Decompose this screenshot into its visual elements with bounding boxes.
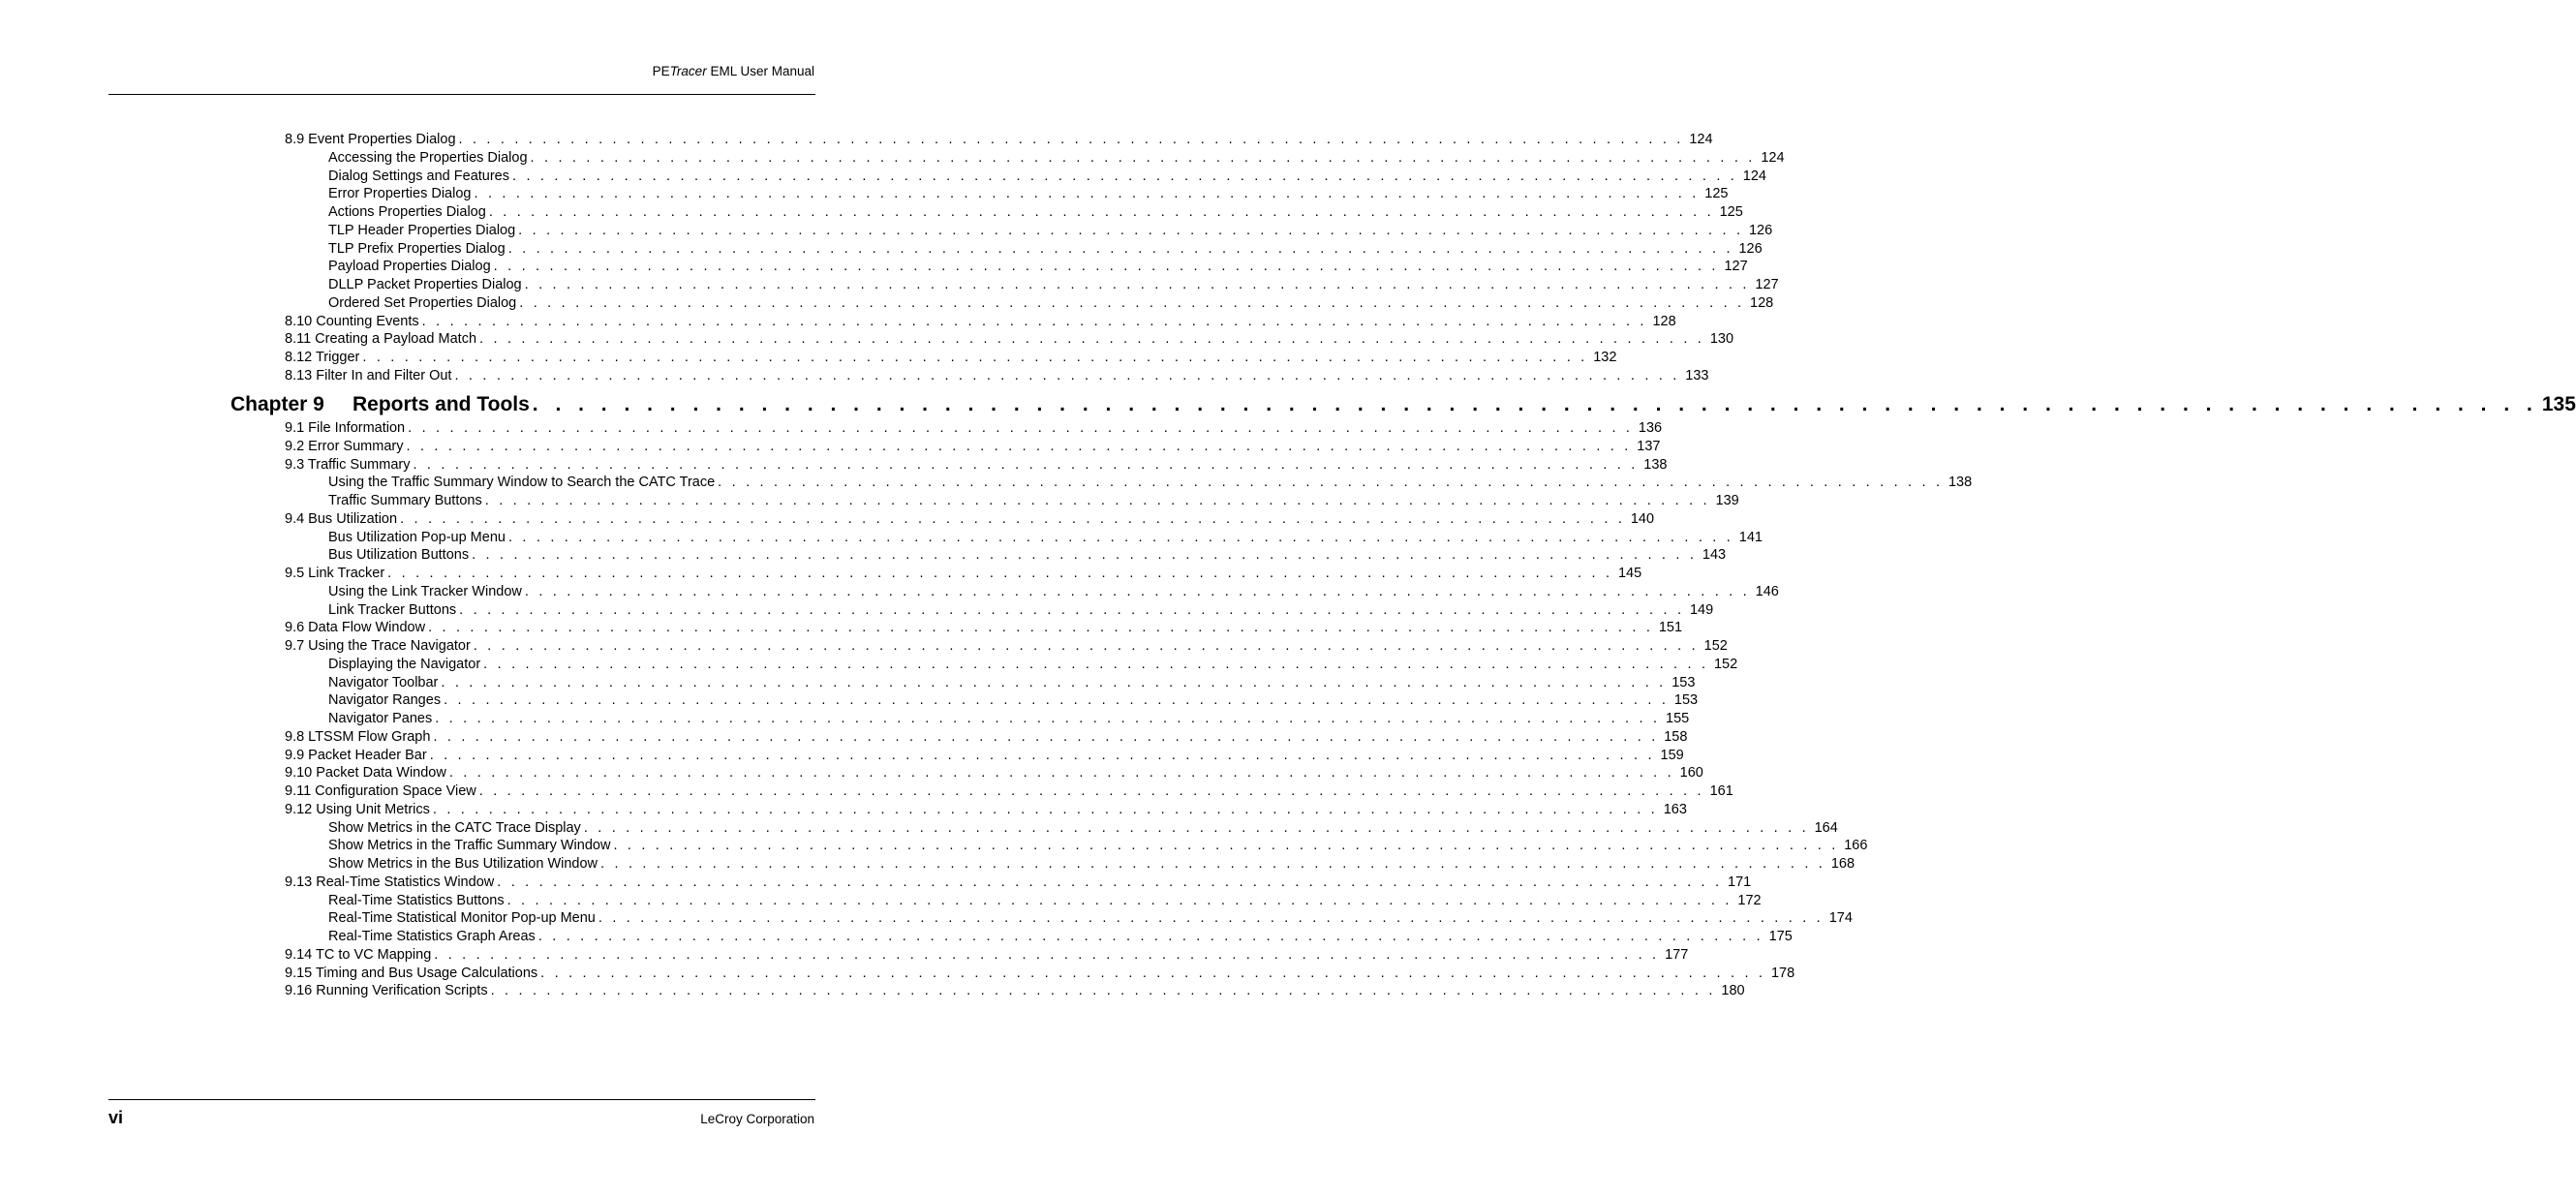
toc-entry-title: Show Metrics in the CATC Trace Display — [328, 819, 584, 837]
toc-entry-page: 160 — [1679, 765, 1703, 782]
dot-leader: . . . . . . . . . . . . . . . . . . . . . . . . . . . . . . . . . . . . . . . . . . . . . . . . . . . . . . . . . . . . . . . . . . . . . . . . . . . . . . . . . . . . . . . . — [600, 856, 1826, 872]
toc-entry-page: 125 — [1719, 204, 1743, 220]
toc-subsection-entry[interactable] — [328, 601, 1714, 620]
toc-entry-title: Dialog Settings and Features — [328, 168, 512, 185]
toc-entry-page: 138 — [1643, 456, 1668, 473]
dot-leader: . . . . . . . . . . . . . . . . . . . . . . . . . . . . . . . . . . . . . . . . . . . . . . . . . . . . . . . . . . . . . . . . . . . . . . . . . . . . . . . . . . . . . . . . — [483, 656, 1709, 672]
toc-subsection-entry[interactable] — [328, 276, 1779, 294]
dot-leader: . . . . . . . . . . . . . . . . . . . . . . . . . . . . . . . . . . . . . . . . . . . . . . . . . . . . . . . . . . . . . . . . . . . . . . . . . . . . . . . . . . . . . . . . — [613, 838, 1839, 854]
dot-leader: . . . . . . . . . . . . . . . . . . . . . . . . . . . . . . . . . . . . . . . . . . . . . . . . . . . . . . . . . . . . . . . . . . . . . . . . . . . . . . . . . . . . . . . . — [598, 910, 1824, 927]
toc-entry-page: 127 — [1755, 277, 1779, 292]
toc-entry-page: 180 — [1721, 983, 1745, 999]
dot-leader: . . . . . . . . . . . . . . . . . . . . . . . . . . . . . . . . . . . . . . . . . . . . . . . . . . . . . . . . . . . . . . . . . . . . . . . . . . . . . . . . . . . . . . . . — [479, 331, 1705, 348]
toc-subsection-entry[interactable] — [328, 168, 1766, 186]
toc-entry-page: 133 — [1685, 367, 1709, 383]
dot-leader: . . . . . . . . . . . . . . . . . . . . . . . . . . . . . . . . . . . . . . . . . . . . . . . . . . . . . . . . . . . . . . . . . . . . . . . . . . . . . . . . . . . . . . . . — [441, 674, 1667, 690]
dot-leader: . . . . . . . . . . . . . . . . . . . . . . . . . . . . . . . . . . . . . . . . . . . . . . . . . . . . . . . . . . . . . . . . . . . . . . . . . . . . . . . . . . . . . . . . — [507, 240, 1733, 257]
toc-entry-title: Accessing the Properties Dialog — [328, 149, 531, 167]
toc-entry-title: Using the Link Tracker Window — [328, 583, 525, 600]
toc-subsection-entry[interactable] — [328, 492, 1739, 510]
header-title-italic: Tracer — [669, 64, 707, 78]
toc-entry-page: 178 — [1770, 965, 1795, 981]
toc-entry-title: 8.10 Counting Events — [285, 313, 422, 330]
dot-leader: . . . . . . . . . . . . . . . . . . . . . . . . . . . . . . . . . . . . . . . . . . . . . . . . . . . . . . . . . . . . . . . . . . . . . . . . . . . . . . . . . . . . . . . . — [458, 132, 1684, 147]
toc-entry-page: 137 — [1637, 438, 1661, 454]
toc-entry-page: 141 — [1738, 529, 1763, 545]
dot-leader: . . . . . . . . . . . . . . . . . . . . . . . . . . . . . . . . . . . . . . . . . . . . . . . . . . . . . . . . . . . . . . . . . . . . . . . . . . . . . . . . . . . . . . . . — [413, 456, 1639, 473]
toc-entry-title: Show Metrics in the Bus Utilization Window — [328, 855, 600, 873]
dot-leader: . . . . . . . . . . . . . . . . . . . . . . . . . . . . . . . . . . . . . . . . . . . . . . . . . . . . . . . . . . . . . . . . . . . . . . . . . . . . . . . . . . . . . . . . — [406, 438, 1632, 454]
dot-leader: . . . . . . . . . . . . . . . . . . . . . . . . . . . . . . . . . . . . . . . . . . . . . . . . . . . . . . . . . . . . . . . . . . . . . . . . . . . . . . . . . . . . . . . . — [490, 983, 1716, 999]
dot-leader: . . . . . . . . . . . . . . . . . . . . . . . . . . . . . . . . . . . . . . . . . . . . . . . . . . . . . . . . . . . . . . . . . . . . . . . . . . . . . . . . . . . . . . . . — [540, 965, 1766, 981]
toc-subsection-entry[interactable] — [328, 691, 1699, 710]
toc-entry-title: Real-Time Statistics Buttons — [328, 892, 507, 909]
toc-section-entry[interactable] — [285, 330, 1734, 349]
toc-subsection-entry[interactable] — [328, 583, 1779, 601]
toc-subsection-entry[interactable] — [328, 149, 1785, 168]
toc-subsection-entry[interactable] — [328, 855, 1855, 874]
toc-section-entry[interactable] — [285, 982, 1745, 1000]
dot-leader: . . . . . . . . . . . . . . . . . . . . . . . . . . . . . . . . . . . . . . . . . . . . . . . . . . . . . . . . . . . . . . . . . . . . . . . . . . . . . . . . . . . . . . . . — [434, 946, 1660, 963]
toc-entry-page: 177 — [1665, 946, 1689, 963]
toc-entry-page: 175 — [1768, 929, 1793, 944]
toc-entry-title: 9.2 Error Summary — [285, 438, 406, 455]
toc-entry-page: 127 — [1724, 259, 1748, 275]
toc-entry-page: 139 — [1715, 493, 1739, 508]
toc-section-entry[interactable] — [285, 456, 1668, 475]
dot-leader: . . . . . . . . . . . . . . . . . . . . . . . . . . . . . . . . . . . . . . . . . . . . . . . . . . . . . . . . . . . . . . . . . . . . . . . . . . . . . . . . . . . . . . . . — [448, 765, 1674, 782]
toc-entry-title: TLP Header Properties Dialog — [328, 222, 518, 239]
toc-entry-title: Bus Utilization Pop-up Menu — [328, 529, 508, 546]
toc-entry-title: Payload Properties Dialog — [328, 258, 494, 275]
footer-company: LeCroy Corporation — [700, 1112, 814, 1126]
toc-section-entry[interactable] — [285, 419, 1663, 438]
dot-leader: . . . . . . . . . . . . . . . . . . . . . . . . . . . . . . . . . . . . . . . . . . . . . . . . . . . . . . . . . . . . . . . . . . . . . . . . . . . . . . . . . . . . . . . . — [454, 367, 1680, 383]
toc-entry-title: 8.9 Event Properties Dialog — [285, 131, 459, 148]
toc-entry-title: Navigator Toolbar — [328, 674, 441, 691]
dot-leader: . . . . . . . . . . . . . . . . . . . . . . . . . . . . . . . . . . . . . . . . . . . . . . . . . . . . . . . . . . . . . . . . . . . . . . . . . . . . . . . . . . . . . . . . — [400, 510, 1626, 527]
toc-subsection-entry[interactable] — [328, 928, 1793, 946]
toc-entry-title: TLP Prefix Properties Dialog — [328, 240, 508, 258]
toc-entry-title: 8.11 Creating a Payload Match — [285, 330, 479, 348]
dot-leader: . . . . . . . . . . . . . . . . . . . . . . . . . . . . . . . . . . . . . . . . . . . . . . . . . . . . . . . . . . . . . . . . . . . . . . . . . . . . . . . . . . . . . . . . — [497, 874, 1723, 890]
toc-entry-page: 153 — [1673, 692, 1699, 709]
toc-section-entry[interactable] — [285, 747, 1684, 765]
toc-entry-title: Ordered Set Properties Dialog — [328, 294, 519, 312]
toc-entry-title: Link Tracker Buttons — [328, 601, 459, 619]
toc-entry-page: 151 — [1658, 620, 1683, 636]
toc-entry-page: 159 — [1660, 747, 1684, 763]
dot-leader: . . . . . . . . . . . . . . . . . . . . . . . . . . . . . . . . . . . . . . . . . . . . . . . . . . . . . . . . . . . . . . . . . . . . . . . . . . . . . . . . . . . . . . . . — [537, 929, 1763, 944]
toc-entry-title: Error Properties Dialog — [328, 185, 474, 202]
dot-leader: . . . . . . . . . . . . . . . . . . . . . . . . . . . . . . . . . . . . . . . . . . . . . . . . . . . . . . . . . . . . . . . . . . . . . . . . . . . . . . . . . . . . . . . . — [524, 277, 1750, 292]
toc-entry-page: 128 — [1652, 313, 1676, 329]
chapter-number: Chapter 9 — [230, 393, 324, 415]
chapter-heading[interactable] — [230, 393, 2576, 418]
toc-entry-title: 9.15 Timing and Bus Usage Calculations — [285, 965, 540, 982]
toc-entry-page: 152 — [1703, 638, 1728, 654]
toc-subsection-entry[interactable] — [328, 837, 1868, 855]
toc-subsection-entry[interactable] — [328, 819, 1838, 838]
toc-entry-title: 8.12 Trigger — [285, 349, 362, 366]
toc-entry-title: 9.5 Link Tracker — [285, 565, 387, 582]
toc-entry-title: 9.14 TC to VC Mapping — [285, 946, 434, 964]
toc-subsection-entry[interactable] — [328, 909, 1853, 928]
dot-leader: . . . . . . . . . . . . . . . . . . . . . . . . . . . . . . . . . . . . . . . . . . . . . . . . . . . . . . . . . . . . . . . . . . . . . . . . . . . . . . . . . . . . . . . . — [428, 620, 1654, 636]
dot-leader: . . . . . . . . . . . . . . . . . . . . . . . . . . . . . . . . . . . . . . . . . . . . . . . . . . . . . . . . . . . . . . . . . . . . . . . . . . . . . . . . . . . . . . . . — [429, 747, 1655, 763]
running-header — [653, 64, 814, 78]
toc-entry-title: 9.13 Real-Time Statistics Window — [285, 874, 497, 891]
toc-entry-title: Show Metrics in the Traffic Summary Window — [328, 837, 613, 854]
toc-entry-title: Real-Time Statistics Graph Areas — [328, 928, 538, 945]
toc-subsection-entry[interactable] — [328, 294, 1774, 313]
toc-entry-title: Navigator Panes — [328, 710, 435, 727]
toc-section-entry[interactable] — [285, 874, 1752, 892]
toc-section-entry[interactable] — [285, 965, 1795, 983]
toc-section-entry[interactable] — [285, 728, 1688, 747]
dot-leader: . . . . . . . . . . . . . . . . . . . . . . . . . . . . . . . . . . . . . . . . . . . . . . . . . . . . . . . . . . . . . . . . . . . . . . . . . . . . . . . . . . . . . . . . — [473, 638, 1699, 654]
toc-entry-title: 9.10 Packet Data Window — [285, 764, 449, 782]
toc-entry-page: 152 — [1713, 656, 1738, 672]
toc-entry-title: Using the Traffic Summary Window to Search the CATC Trace — [328, 474, 718, 491]
toc-section-entry[interactable] — [285, 510, 1655, 529]
toc-entry-title: 9.12 Using Unit Metrics — [285, 801, 433, 818]
dot-leader: . . . . . . . . . . . . . . . . . . . . . . . . . . . . . . . . . . . . . . . . . . . . . . . . . . . . . . . . . . . . . . . . . . . . . . . . . . . . . . . . . . . . . . . . — [478, 783, 1704, 799]
toc-subsection-entry[interactable] — [328, 474, 1973, 492]
toc-entry-page: 124 — [1742, 168, 1766, 184]
toc-entry-page: 153 — [1671, 674, 1696, 690]
toc-entry-page: 171 — [1728, 874, 1752, 890]
dot-leader: . . . . . . . . . . . . . . . . . . . . . . . . . . . . . . . . . . . . . . . . . . . . . . . . . . . . . . . . . . . . . . . . . . . . . . . . . . . . . . . . . . . . . . . . — [435, 711, 1661, 726]
toc-entry-page: 125 — [1704, 186, 1729, 202]
toc-entry-page: 164 — [1814, 819, 1838, 836]
dot-leader: . . . . . . . . . . . . . . . . . . . . . . . . . . . . . . . . . . . . . . . . . . . . . . . . . . . . . . . . . . . . . . . . . . . . . . . . . . . . . . . . . . . . . . . . — [518, 222, 1744, 238]
toc-section-entry[interactable] — [285, 637, 1728, 656]
toc-entry-page: 128 — [1750, 294, 1774, 311]
toc-section-entry[interactable] — [285, 367, 1709, 385]
toc-entry-page: 161 — [1709, 783, 1733, 799]
toc-entry-title: 9.9 Packet Header Bar — [285, 747, 430, 764]
toc-entry-title: Actions Properties Dialog — [328, 203, 489, 221]
toc-subsection-entry[interactable] — [328, 674, 1696, 692]
toc-subsection-entry[interactable] — [328, 710, 1690, 728]
header-title-suffix: EML User Manual — [706, 64, 814, 78]
toc-entry-title: DLLP Packet Properties Dialog — [328, 276, 525, 293]
toc-subsection-entry[interactable] — [328, 546, 1727, 565]
toc-subsection-entry[interactable] — [328, 203, 1743, 222]
chapter-page: 135 — [2541, 393, 2576, 415]
toc-entry-title: 9.16 Running Verification Scripts — [285, 982, 491, 999]
dot-leader: . . . . . . . . . . . . . . . . . . . . . . . . . . . . . . . . . . . . . . . . . . . . . . . . . . . . . . . . . . . . . . . . . . . . . . . . . . . . . . . . . . . . . . . . — [524, 583, 1750, 599]
dot-leader: . . . . . . . . . . . . . . . . . . . . . . . . . . . . . . . . . . . . . . . . . . . . . . . . . . . . . . . . . . . . . . . . . . . . . . . . . . . . . . . . . . . . . . . . — [507, 529, 1733, 545]
toc-entry-page: 174 — [1828, 910, 1853, 927]
dot-leader: . . . . . . . . . . . . . . . . . . . . . . . . . . . . . . . . . . . . . . . . . . . . . . . . . . . . . . . . . . . . . . . . . . . . . . . . . . . . . . . . . . . . . . . . — [583, 819, 1809, 836]
toc-entry-page: 138 — [1947, 475, 1973, 491]
toc-entry-title: Real-Time Statistical Monitor Pop-up Menu — [328, 909, 598, 927]
dot-leader: . . . . . . . . . . . . . . . . . . . . . . . . . . . . . . . . . . . . . . . . . . . . . . . . . . . . . . . . . . . . . . . . . . . . . . . . . . . . . . . . . . . . . . . . — [459, 601, 1685, 618]
dot-leader: . . . . . . . . . . . . . . . . . . . . . . . . . . . . . . . . . . . . . . . . . . . . . . . . . . . . . . . . . . . . . . . . . . . . . . . . . . . . . . . . . . . . . . . . — [474, 186, 1700, 202]
toc-entry-page: 126 — [1748, 222, 1773, 238]
toc-entry-title: 9.6 Data Flow Window — [285, 619, 428, 636]
dot-leader: . . . . . . . . . . . . . . . . . . . . . . . . . . . . . . . . . . . . . . . . . . . . . . . . . . . . . . . . . . . . . . . . . . . . . . . . . . . . . . . . . . . . . . . . — [432, 801, 1658, 817]
toc-entry-page: 146 — [1755, 583, 1779, 599]
toc-subsection-entry[interactable] — [328, 185, 1729, 203]
toc-entry-page: 124 — [1689, 132, 1713, 147]
toc-section-entry[interactable] — [285, 131, 1713, 149]
dot-leader: . . . . . . . . . . . . . . . . . . . . . . . . . . . . . . . . . . . . . . . . . . . . . . . . . . . . . . . . . . . . . . . . . . . . . . . . . . . . . . . . . . . . . . . . — [387, 566, 1613, 581]
dot-leader: . . . . . . . . . . . . . . . . . . . . . . . . . . . . . . . . . . . . . . . . . . . . . . . . . . . . . . . . . . . . . . . . . . . . . . . . . . . . . . . . . . . . . . . . — [488, 204, 1714, 220]
dot-leader: . . . . . . . . . . . . . . . . . . . . . . . . . . . . . . . . . . . . . . . . . . . . . . . . . . . . . . . . . . . . . . . . . . . . . . . . . . . . . . . . . . . . . . . . — [530, 149, 1756, 166]
dot-leader: . . . . . . . . . . . . . . . . . . . . . . . . . . . . . . . . . . . . . . . . . . . . . . . . . . . . . . . . . . . . . . . . . . . . . . . . . . . . . . . . . . . . . . . . — [433, 728, 1659, 745]
toc-entry-title: Navigator Ranges — [328, 691, 444, 709]
toc-entry-page: 158 — [1664, 728, 1688, 745]
toc-section-entry[interactable] — [285, 438, 1661, 456]
toc-entry-page: 136 — [1638, 420, 1663, 436]
toc-subsection-entry[interactable] — [328, 258, 1748, 276]
toc-section-entry[interactable] — [285, 764, 1703, 782]
dot-leader: . . . . . . . . . . . . . . . . . . . . . . . . . . . . . . . . . . . . . . . . . . . . . . . . . . . . . . . . . . . . . . . . . . . . . . . . . . . . . . . . . . . . . . . . — [444, 692, 1670, 709]
toc-section-entry[interactable] — [285, 782, 1733, 801]
toc-section-entry[interactable] — [285, 349, 1617, 367]
toc-entry-page: 126 — [1738, 240, 1763, 257]
dot-leader: . . . . . . . . . . . . . . . . . . . . . . . . . . . . . . . . . . . . . . . . . . . . . . . . . . . . . . . . . . . . . . . . . . . . . . . . . . . . . . . . . . . . . . . . — [484, 493, 1710, 508]
toc-subsection-entry[interactable] — [328, 892, 1762, 910]
toc-entry-title: Displaying the Navigator — [328, 656, 483, 673]
toc-entry-page: 172 — [1737, 892, 1762, 908]
toc-section-entry[interactable] — [285, 565, 1642, 583]
toc-section-entry[interactable] — [285, 801, 1687, 819]
dot-leader: . . . . . . . . . . . . . . . . . . . . . . . . . . . . . . . . . . . . . . . . . . . . . . . . . . . . . . . . . . . . . . . . . . . . . . . . . . . . . . . . . . . . . . . . — [718, 475, 1944, 491]
toc-section-entry[interactable] — [285, 313, 1676, 331]
toc-subsection-entry[interactable] — [328, 222, 1773, 240]
dot-leader: . . . . . . . . . . . . . . . . . . . . . . . . . . . . . . . . . . . . . . . . . . . . . . . . . . . . . . . . . . . . . . . . . . . . . . . . . . . . . . . . . . . . . . . . — [512, 168, 1737, 184]
dot-leader: . . . . . . . . . . . . . . . . . . . . . . . . . . . . . . . . . . . . . . . . . . . . . . . . . . . . . . . . . . . . . . . . . . . . . . . . . . . . . . . . . . . . . . . . — [421, 313, 1647, 329]
toc-entry-page: 149 — [1689, 601, 1714, 618]
toc-entry-page: 145 — [1617, 566, 1642, 581]
dot-leader: . . . . . . . . . . . . . . . . . . . . . . . . . . . . . . . . . . . . . . . . . . . . . . . . . . . . . . . . . . . . . . . . . . . . . . . . . . . . . . . . . . . . . . . . — [519, 294, 1745, 311]
dot-leader: . . . . . . . . . . . . . . . . . . . . . . . . . . . . . . . . . . . . . . . . . . . . . . . . . . . . . . . . . . . . . . . . . . . . . . . . . . . . . . . . . . . . . . . . — [532, 393, 2538, 415]
toc-entry-title: 9.7 Using the Trace Navigator — [285, 637, 474, 655]
toc-entry-title: Bus Utilization Buttons — [328, 546, 472, 564]
toc-entry-title: 9.1 File Information — [285, 419, 408, 437]
page-number: vi — [108, 1108, 124, 1127]
toc-entry-page: 124 — [1761, 149, 1785, 166]
dot-leader: . . . . . . . . . . . . . . . . . . . . . . . . . . . . . . . . . . . . . . . . . . . . . . . . . . . . . . . . . . . . . . . . . . . . . . . . . . . . . . . . . . . . . . . . — [408, 420, 1634, 436]
toc-subsection-entry[interactable] — [328, 656, 1738, 674]
toc-entry-title: 8.13 Filter In and Filter Out — [285, 367, 454, 384]
toc-subsection-entry[interactable] — [328, 240, 1763, 259]
toc-entry-page: 130 — [1709, 331, 1734, 348]
dot-leader: . . . . . . . . . . . . . . . . . . . . . . . . . . . . . . . . . . . . . . . . . . . . . . . . . . . . . . . . . . . . . . . . . . . . . . . . . . . . . . . . . . . . . . . . — [362, 350, 1588, 365]
toc-entry-page: 168 — [1830, 856, 1855, 872]
toc-entry-page: 143 — [1702, 547, 1727, 564]
header-rule — [108, 94, 815, 95]
chapter-title: Reports and Tools — [353, 393, 533, 416]
dot-leader: . . . . . . . . . . . . . . . . . . . . . . . . . . . . . . . . . . . . . . . . . . . . . . . . . . . . . . . . . . . . . . . . . . . . . . . . . . . . . . . . . . . . . . . . — [472, 547, 1698, 564]
toc-entry-page: 155 — [1666, 711, 1690, 726]
toc-subsection-entry[interactable] — [328, 529, 1763, 547]
toc-entry-page: 140 — [1630, 510, 1655, 527]
toc-entry-page: 163 — [1663, 801, 1687, 817]
toc-section-entry[interactable] — [285, 619, 1683, 637]
toc-entry-title: 9.11 Configuration Space View — [285, 782, 479, 800]
footer-rule — [108, 1099, 815, 1100]
toc-entry-page: 166 — [1844, 838, 1868, 854]
toc-entry-title: 9.8 LTSSM Flow Graph — [285, 728, 433, 746]
toc-entry-title: 9.3 Traffic Summary — [285, 456, 413, 474]
toc-entry-page: 132 — [1593, 350, 1617, 365]
dot-leader: . . . . . . . . . . . . . . . . . . . . . . . . . . . . . . . . . . . . . . . . . . . . . . . . . . . . . . . . . . . . . . . . . . . . . . . . . . . . . . . . . . . . . . . . — [506, 892, 1733, 908]
toc-entry-title: Traffic Summary Buttons — [328, 492, 485, 509]
header-title-prefix: PE — [652, 64, 670, 78]
toc-section-entry[interactable] — [285, 946, 1689, 965]
dot-leader: . . . . . . . . . . . . . . . . . . . . . . . . . . . . . . . . . . . . . . . . . . . . . . . . . . . . . . . . . . . . . . . . . . . . . . . . . . . . . . . . . . . . . . . . — [493, 259, 1719, 275]
toc-entry-title: 9.4 Bus Utilization — [285, 510, 400, 528]
